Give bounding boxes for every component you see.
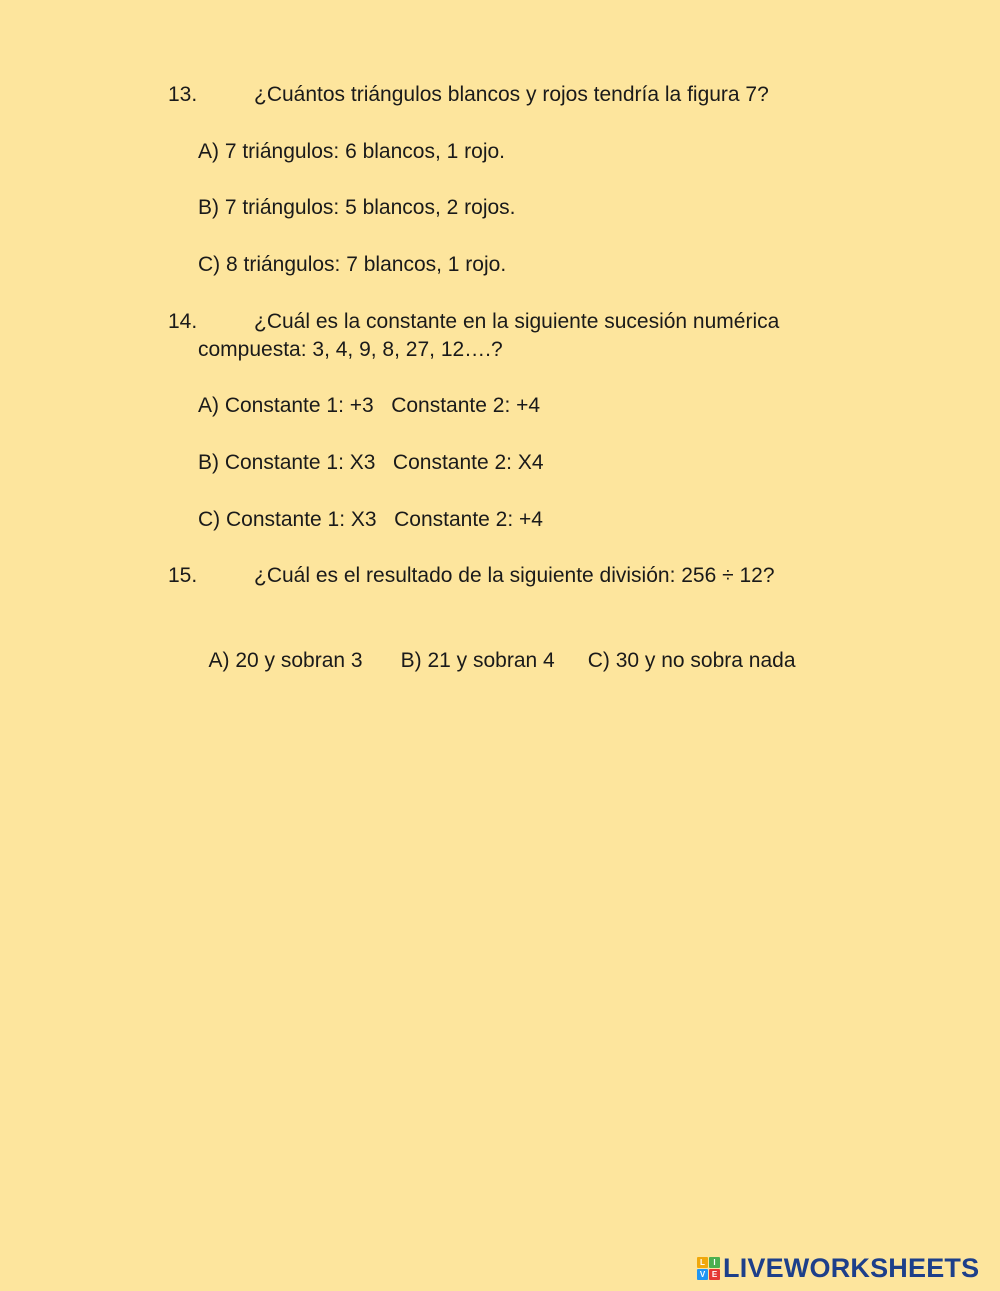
- logo-letter: L: [697, 1257, 708, 1268]
- question-number: 13.: [168, 83, 198, 106]
- options-15: [198, 619, 796, 675]
- option-13-b[interactable]: B) 7 triángulos: 5 blancos, 2 rojos.: [198, 196, 516, 219]
- liveworksheets-logo: [697, 1255, 979, 1282]
- logo-letter: V: [697, 1269, 708, 1280]
- option-13-c[interactable]: C) 8 triángulos: 7 blancos, 1 rojo.: [198, 253, 507, 276]
- question-text-continued: compuesta: 3, 4, 9, 8, 27, 12….?: [198, 338, 503, 361]
- question-text: ¿Cuál es el resultado de la siguiente división: 256 ÷ 12?: [254, 564, 775, 587]
- question-15: [168, 562, 848, 590]
- logo-mark-icon: [697, 1257, 720, 1280]
- option-14-c[interactable]: C) Constante 1: X3 Constante 2: +4: [198, 508, 543, 531]
- question-number: 14.: [168, 310, 198, 333]
- option-15-c[interactable]: C) 30 y no sobra nada: [587, 649, 796, 672]
- question-13: [168, 81, 848, 109]
- question-14: [168, 308, 848, 364]
- option-15-b[interactable]: B) 21 y sobran 4: [400, 649, 555, 672]
- option-14-a[interactable]: A) Constante 1: +3 Constante 2: +4: [198, 394, 541, 417]
- logo-letter: I: [709, 1257, 720, 1268]
- question-number: 15.: [168, 564, 198, 587]
- option-15-a[interactable]: A) 20 y sobran 3: [208, 649, 363, 672]
- question-text: ¿Cuántos triángulos blancos y rojos tendría la figura 7?: [254, 83, 769, 106]
- question-text: ¿Cuál es la constante en la siguiente sucesión numérica: [254, 310, 780, 333]
- option-13-a[interactable]: A) 7 triángulos: 6 blancos, 1 rojo.: [198, 140, 506, 163]
- logo-text: LIVEWORKSHEETS: [723, 1253, 980, 1283]
- logo-letter: E: [709, 1269, 720, 1280]
- option-14-b[interactable]: B) Constante 1: X3 Constante 2: X4: [198, 451, 544, 474]
